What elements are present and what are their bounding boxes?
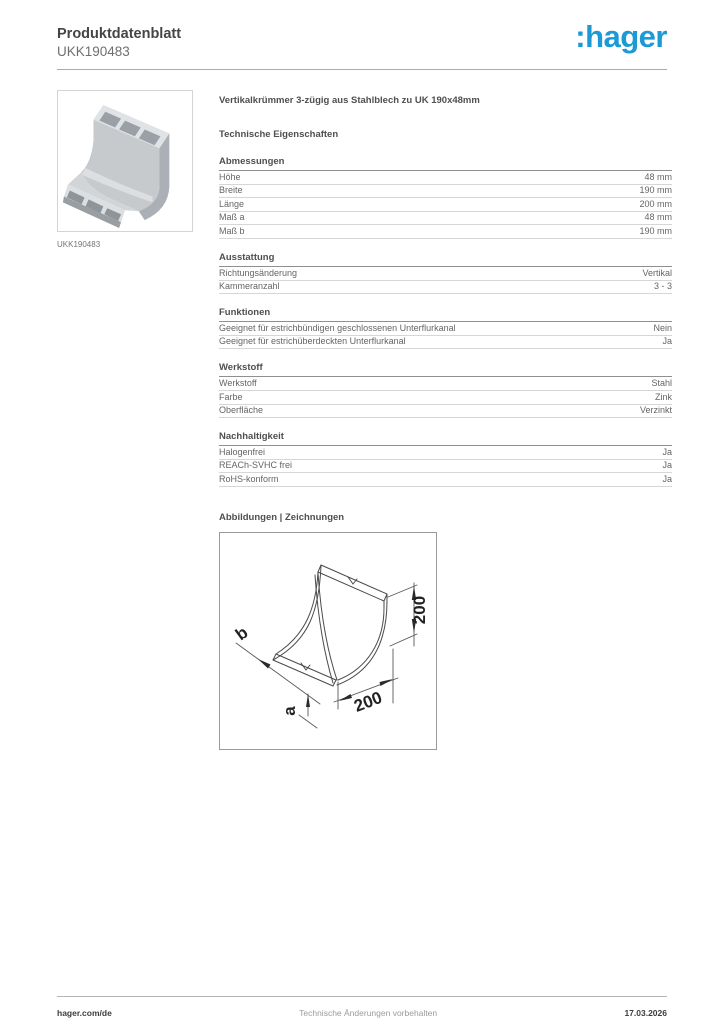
spec-row xyxy=(219,460,672,474)
spec-row xyxy=(219,225,672,239)
spec-label: Richtungsänderung xyxy=(219,267,298,278)
dim-height-label: 200 xyxy=(410,595,429,625)
spec-value: Stahl xyxy=(651,377,672,388)
spec-row xyxy=(219,185,672,199)
spec-row xyxy=(219,171,672,185)
spec-value: 190 mm xyxy=(639,185,672,196)
spec-section-heading: Werkstoff xyxy=(219,362,672,377)
spec-label: Maß b xyxy=(219,225,245,236)
spec-label: Höhe xyxy=(219,171,241,182)
product-photo xyxy=(58,91,192,231)
product-id: UKK190483 xyxy=(57,44,130,59)
product-photo-frame xyxy=(57,90,193,232)
technical-drawing xyxy=(220,533,436,749)
footer-disclaimer: Technische Änderungen vorbehalten xyxy=(299,1008,438,1018)
spec-section xyxy=(219,156,672,239)
footer xyxy=(57,1008,667,1018)
spec-value: 3 - 3 xyxy=(653,281,672,292)
spec-label: Breite xyxy=(219,185,243,196)
spec-section-heading: Ausstattung xyxy=(219,252,672,267)
spec-value: Verzinkt xyxy=(639,405,672,416)
spec-section xyxy=(219,252,672,294)
spec-value: Ja xyxy=(662,336,672,347)
spec-value: 190 mm xyxy=(639,225,672,236)
spec-section-heading: Nachhaltigkeit xyxy=(219,431,672,446)
main-column xyxy=(219,95,672,750)
photo-caption: UKK190483 xyxy=(57,240,101,249)
spec-value: Ja xyxy=(662,460,672,471)
spec-row xyxy=(219,336,672,350)
dim-a-label: a xyxy=(280,706,299,716)
spec-section-heading: Funktionen xyxy=(219,307,672,322)
spec-label: Geeignet für estrichbündigen geschlossenen Unterflurkanal xyxy=(219,322,456,333)
hager-logo: :hager xyxy=(575,19,667,54)
spec-value: Zink xyxy=(654,391,672,402)
spec-section xyxy=(219,362,672,418)
spec-section-heading: Abmessungen xyxy=(219,156,672,171)
product-title: Vertikalkrümmer 3-zügig aus Stahlblech zu UK 190x48mm xyxy=(219,95,480,106)
spec-row xyxy=(219,473,672,487)
spec-label: Länge xyxy=(219,198,245,209)
spec-value: Ja xyxy=(662,473,672,484)
spec-row xyxy=(219,281,672,295)
spec-label: Werkstoff xyxy=(219,377,257,388)
spec-row xyxy=(219,198,672,212)
dim-b-label: b xyxy=(231,622,252,645)
spec-row xyxy=(219,212,672,226)
spec-label: REACh-SVHC frei xyxy=(219,460,293,471)
footer-divider xyxy=(57,996,667,997)
spec-row xyxy=(219,391,672,405)
spec-section xyxy=(219,307,672,349)
spec-value: 200 mm xyxy=(639,198,672,209)
spec-label: Farbe xyxy=(219,391,243,402)
dimension-arrows xyxy=(258,586,416,707)
spec-row xyxy=(219,322,672,336)
spec-value: Vertikal xyxy=(642,267,672,278)
spec-label: Kammeranzahl xyxy=(219,281,280,292)
footer-website: hager.com/de xyxy=(57,1008,112,1018)
spec-section xyxy=(219,431,672,487)
page-title: Produktdatenblatt xyxy=(57,26,182,42)
footer-date: 17.03.2026 xyxy=(624,1008,667,1018)
spec-label: Geeignet für estrichüberdeckten Unterflurkanal xyxy=(219,336,406,347)
spec-sections xyxy=(219,156,672,487)
spec-value: Nein xyxy=(653,322,672,333)
dim-depth-label: 200 xyxy=(351,687,385,716)
spec-label: Maß a xyxy=(219,212,245,223)
spec-row xyxy=(219,446,672,460)
spec-label: Oberfläche xyxy=(219,405,264,416)
spec-row xyxy=(219,267,672,281)
spec-value: Ja xyxy=(662,446,672,457)
spec-value: 48 mm xyxy=(644,171,672,182)
drawings-heading: Abbildungen | Zeichnungen xyxy=(219,511,345,523)
spec-label: Halogenfrei xyxy=(219,446,266,457)
spec-row xyxy=(219,405,672,419)
header-divider xyxy=(57,69,667,70)
technical-drawing-frame xyxy=(219,532,437,750)
spec-value: 48 mm xyxy=(644,212,672,223)
spec-label: RoHS-konform xyxy=(219,473,279,484)
tech-properties-heading: Technische Eigenschaften xyxy=(219,129,339,140)
spec-row xyxy=(219,377,672,391)
